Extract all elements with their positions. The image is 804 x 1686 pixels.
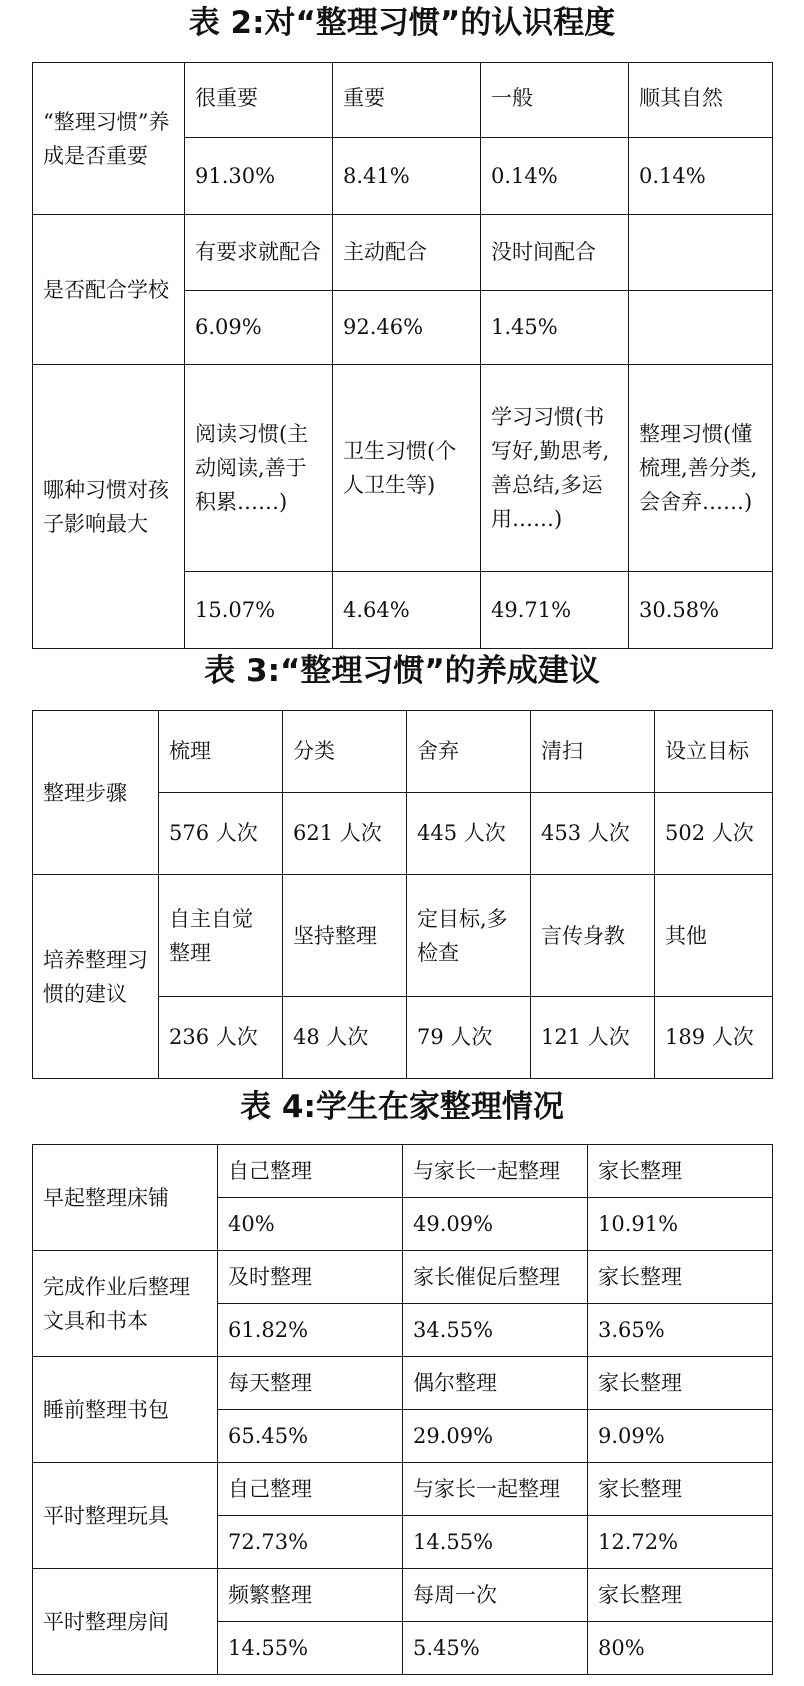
- value-cell: 91.30%: [185, 138, 333, 215]
- table-4-title: 表 4:学生在家整理情况: [240, 1089, 564, 1125]
- header-cell: 每天整理: [218, 1357, 403, 1410]
- value-cell: 576 人次: [159, 793, 283, 875]
- header-cell: 其他: [655, 875, 773, 997]
- header-cell: 家长整理: [588, 1463, 773, 1516]
- row-label: 完成作业后整理文具和书本: [33, 1251, 218, 1357]
- value-cell: 236 人次: [159, 997, 283, 1079]
- header-cell: 舍弃: [407, 711, 531, 793]
- header-cell: 有要求就配合: [185, 215, 333, 291]
- header-cell: 很重要: [185, 63, 333, 138]
- value-cell: [629, 291, 773, 365]
- header-cell: 与家长一起整理: [403, 1463, 588, 1516]
- table-3-title: 表 3:“整理习惯”的养成建议: [204, 653, 600, 689]
- table-2: [32, 62, 773, 649]
- header-cell: 及时整理: [218, 1251, 403, 1304]
- header-cell: 言传身教: [531, 875, 655, 997]
- header-cell: 卫生习惯(个人卫生等): [333, 365, 481, 572]
- value-cell: 1.45%: [481, 291, 629, 365]
- header-cell: 频繁整理: [218, 1569, 403, 1622]
- table-row: [33, 1569, 773, 1622]
- header-cell: 每周一次: [403, 1569, 588, 1622]
- value-cell: 12.72%: [588, 1516, 773, 1569]
- value-cell: 40%: [218, 1198, 403, 1251]
- value-cell: 49.09%: [403, 1198, 588, 1251]
- table-row: [33, 365, 773, 572]
- value-cell: 5.45%: [403, 1622, 588, 1675]
- header-cell: 坚持整理: [283, 875, 407, 997]
- value-cell: 92.46%: [333, 291, 481, 365]
- header-cell: 家长催促后整理: [403, 1251, 588, 1304]
- row-label: 早起整理床铺: [33, 1145, 218, 1251]
- table-row: [33, 1145, 773, 1198]
- header-cell: 与家长一起整理: [403, 1145, 588, 1198]
- value-cell: 72.73%: [218, 1516, 403, 1569]
- table-row: [33, 215, 773, 291]
- header-cell: 家长整理: [588, 1145, 773, 1198]
- value-cell: 14.55%: [218, 1622, 403, 1675]
- row-label: 平时整理玩具: [33, 1463, 218, 1569]
- table-row: [33, 63, 773, 138]
- header-cell: 没时间配合: [481, 215, 629, 291]
- header-cell: 家长整理: [588, 1251, 773, 1304]
- header-cell: 设立目标: [655, 711, 773, 793]
- table-row: [33, 1463, 773, 1516]
- value-cell: 15.07%: [185, 572, 333, 649]
- value-cell: 61.82%: [218, 1304, 403, 1357]
- header-cell: 自己整理: [218, 1145, 403, 1198]
- value-cell: 621 人次: [283, 793, 407, 875]
- value-cell: 48 人次: [283, 997, 407, 1079]
- value-cell: 502 人次: [655, 793, 773, 875]
- header-cell: 偶尔整理: [403, 1357, 588, 1410]
- row-label: 培养整理习惯的建议: [33, 875, 159, 1079]
- table-row: [33, 711, 773, 793]
- header-cell: 学习习惯(书写好,勤思考,善总结,多运用……): [481, 365, 629, 572]
- table-4: [32, 1144, 773, 1675]
- header-cell: [629, 215, 773, 291]
- value-cell: 445 人次: [407, 793, 531, 875]
- header-cell: 自己整理: [218, 1463, 403, 1516]
- value-cell: 6.09%: [185, 291, 333, 365]
- header-cell: 重要: [333, 63, 481, 138]
- row-label: 哪种习惯对孩子影响最大: [33, 365, 185, 649]
- table-row: [33, 1251, 773, 1304]
- row-label: “整理习惯”养成是否重要: [33, 63, 185, 215]
- value-cell: 49.71%: [481, 572, 629, 649]
- value-cell: 121 人次: [531, 997, 655, 1079]
- value-cell: 4.64%: [333, 572, 481, 649]
- value-cell: 65.45%: [218, 1410, 403, 1463]
- header-cell: 梳理: [159, 711, 283, 793]
- header-cell: 分类: [283, 711, 407, 793]
- value-cell: 189 人次: [655, 997, 773, 1079]
- value-cell: 30.58%: [629, 572, 773, 649]
- value-cell: 0.14%: [629, 138, 773, 215]
- value-cell: 29.09%: [403, 1410, 588, 1463]
- header-cell: 自主自觉整理: [159, 875, 283, 997]
- row-label: 整理步骤: [33, 711, 159, 875]
- header-cell: 阅读习惯(主动阅读,善于积累……): [185, 365, 333, 572]
- value-cell: 10.91%: [588, 1198, 773, 1251]
- header-cell: 一般: [481, 63, 629, 138]
- value-cell: 14.55%: [403, 1516, 588, 1569]
- row-label: 平时整理房间: [33, 1569, 218, 1675]
- value-cell: 80%: [588, 1622, 773, 1675]
- value-cell: 8.41%: [333, 138, 481, 215]
- header-cell: 家长整理: [588, 1569, 773, 1622]
- value-cell: 0.14%: [481, 138, 629, 215]
- row-label: 是否配合学校: [33, 215, 185, 365]
- header-cell: 定目标,多检查: [407, 875, 531, 997]
- row-label: 睡前整理书包: [33, 1357, 218, 1463]
- value-cell: 9.09%: [588, 1410, 773, 1463]
- value-cell: 453 人次: [531, 793, 655, 875]
- table-row: [33, 1357, 773, 1410]
- table-2-title: 表 2:对“整理习惯”的认识程度: [188, 5, 616, 41]
- header-cell: 家长整理: [588, 1357, 773, 1410]
- value-cell: 79 人次: [407, 997, 531, 1079]
- value-cell: 34.55%: [403, 1304, 588, 1357]
- table-3: [32, 710, 773, 1079]
- table-row: [33, 875, 773, 997]
- header-cell: 主动配合: [333, 215, 481, 291]
- header-cell: 整理习惯(懂梳理,善分类,会舍弃……): [629, 365, 773, 572]
- value-cell: 3.65%: [588, 1304, 773, 1357]
- header-cell: 清扫: [531, 711, 655, 793]
- header-cell: 顺其自然: [629, 63, 773, 138]
